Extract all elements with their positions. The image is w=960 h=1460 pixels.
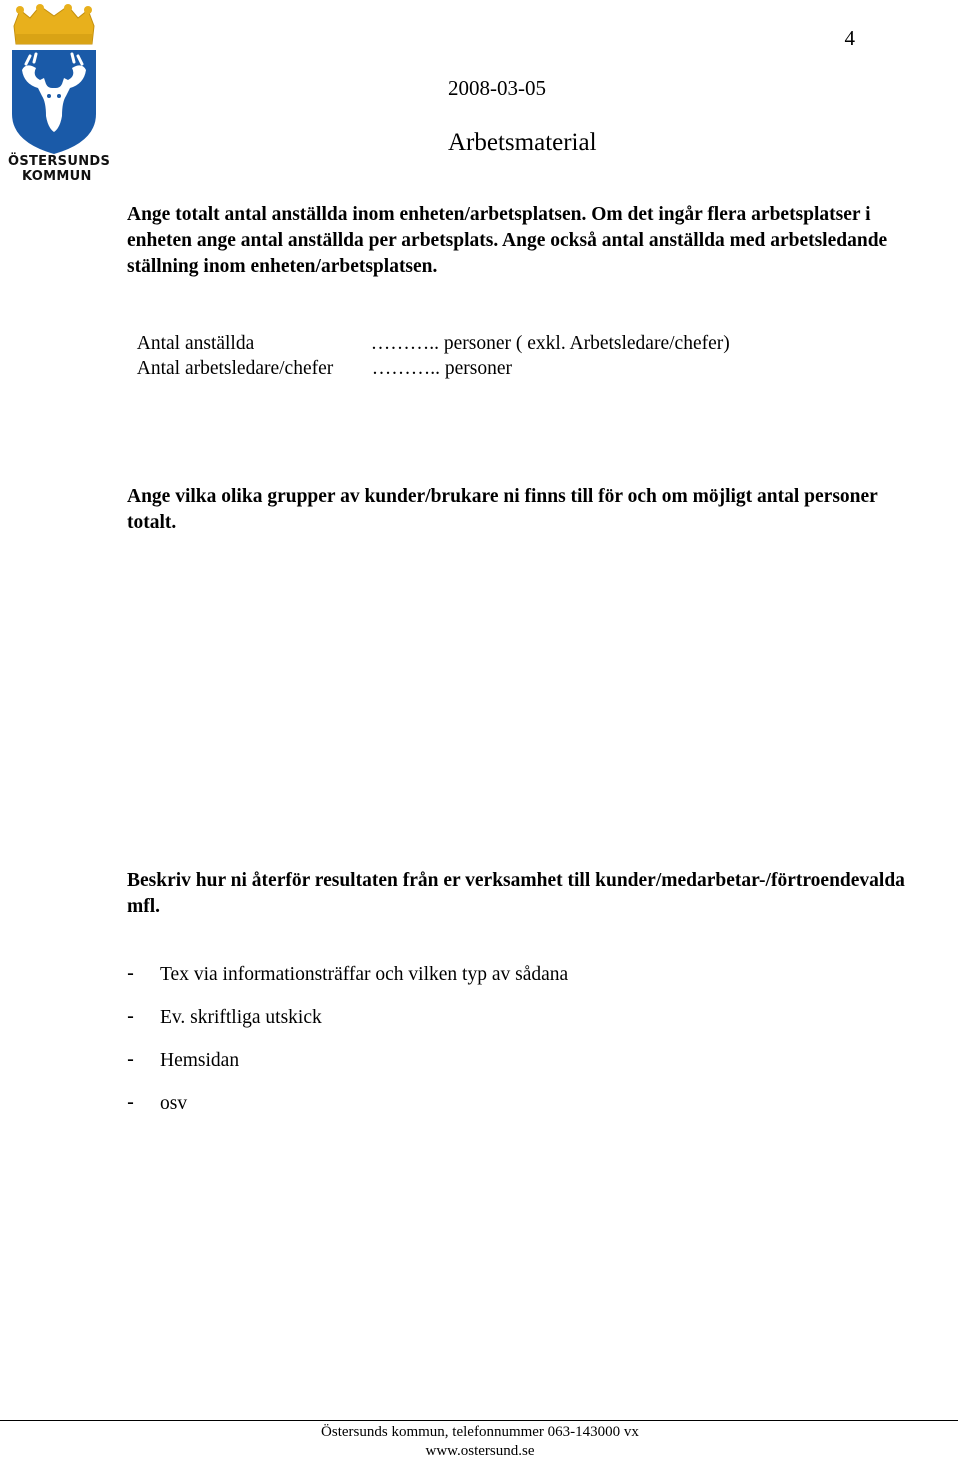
- bullet-text: Hemsidan: [160, 1050, 240, 1071]
- bullet-marker: -: [127, 1005, 134, 1028]
- customers-instruction: Ange vilka olika grupper av kunder/brukare ni finns till för och om möjligt antal personer totalt.: [127, 486, 878, 533]
- logo-text-line2: KOMMUN: [22, 169, 92, 184]
- staff-instruction: Ange totalt antal anställda inom enheten/arbetsplatsen. Om det ingår flera arbetsplatser i enheten ange antal anställda per arbetsplats. Ange också antal anställda med arbetsledande ställning inom enheten/arbetsplatsen.: [127, 204, 888, 277]
- manager-count-value: ……….. personer: [371, 358, 513, 379]
- document-title: Arbetsmaterial: [448, 129, 597, 156]
- footer-divider: [0, 1420, 958, 1421]
- list-item: [127, 1091, 568, 1134]
- bullet-text: osv: [160, 1093, 188, 1114]
- feedback-instruction: Beskriv hur ni återför resultaten från er verksamhet till kunder/medarbetar-/förtroendevalda mfl.: [127, 870, 905, 917]
- feedback-bullet-list: [127, 962, 568, 1134]
- staff-count-value: ……….. personer ( exkl. Arbetsledare/chefer): [370, 333, 730, 354]
- municipality-logo: [6, 4, 111, 186]
- bullet-marker: -: [127, 962, 134, 985]
- bullet-text: Tex via informationsträffar och vilken typ av sådana: [160, 964, 569, 985]
- logo-text-line1: ÖSTERSUNDS: [8, 154, 111, 169]
- list-item: [127, 962, 568, 1005]
- manager-count-label: Antal arbetsledare/chefer: [136, 358, 334, 379]
- document-date: 2008-03-05: [448, 76, 546, 100]
- bullet-text: Ev. skriftliga utskick: [160, 1007, 322, 1028]
- staff-count-label: Antal anställda: [136, 333, 255, 354]
- footer-website: www.ostersund.se: [425, 1443, 535, 1459]
- page-number: 4: [844, 26, 855, 50]
- list-item: [127, 1048, 568, 1091]
- list-item: [127, 1005, 568, 1048]
- bullet-marker: -: [127, 1091, 134, 1114]
- bullet-marker: -: [127, 1048, 134, 1071]
- manager-count-row: [127, 330, 512, 382]
- footer-contact: Östersunds kommun, telefonnummer 063-143000 vx: [321, 1424, 639, 1440]
